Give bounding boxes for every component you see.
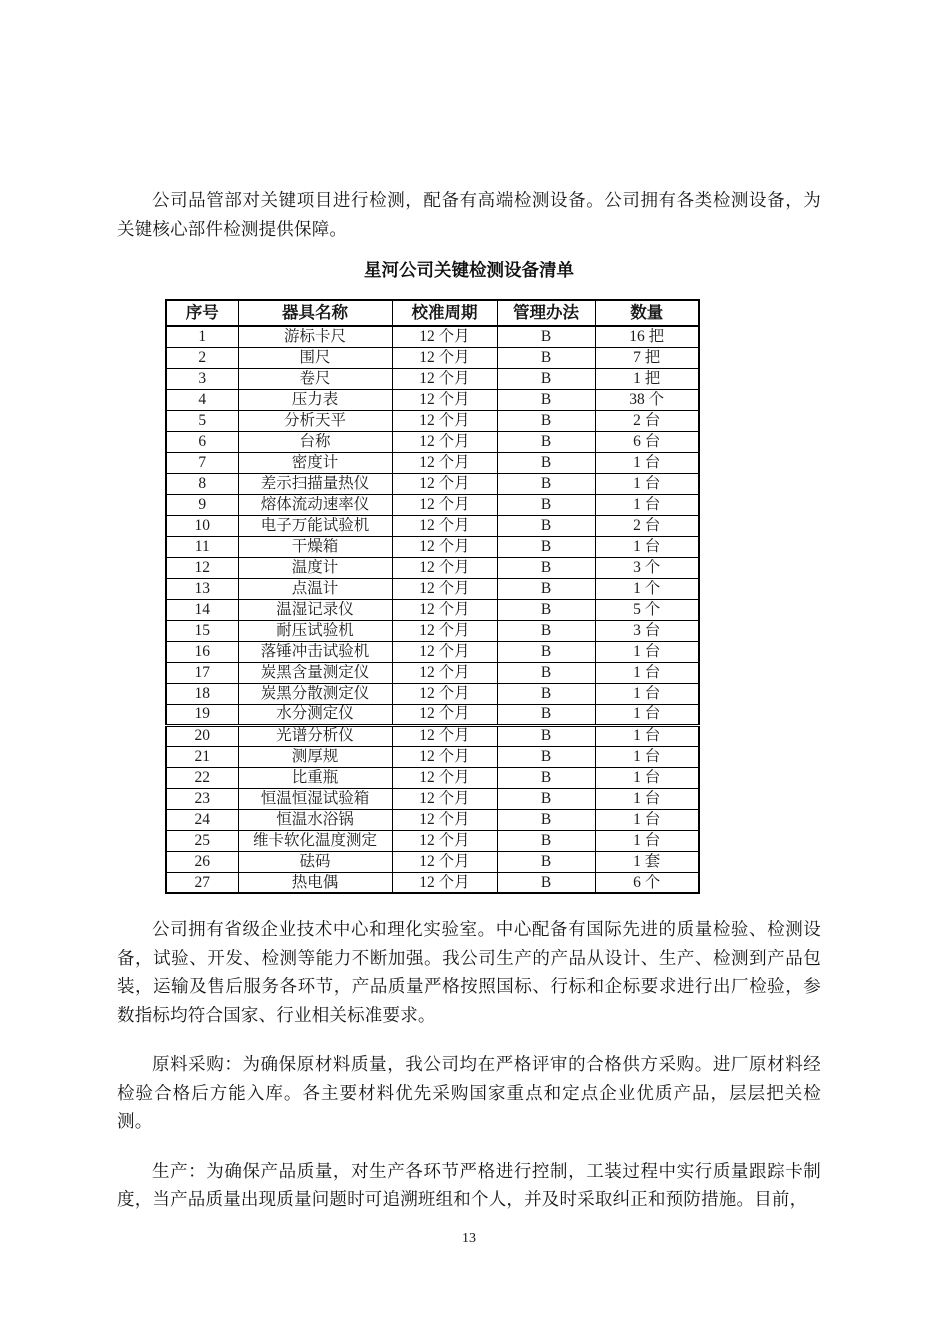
table-cell: 25 — [166, 830, 238, 851]
table-row — [166, 431, 699, 452]
table-cell: 1 台 — [595, 704, 699, 725]
table-cell: 炭黑分散测定仪 — [238, 683, 392, 704]
table-cell: 6 台 — [595, 431, 699, 452]
table-cell: 12 个月 — [392, 872, 497, 893]
table-cell: 15 — [166, 620, 238, 641]
table-cell: 1 个 — [595, 578, 699, 599]
table-cell: 1 台 — [595, 746, 699, 767]
table-cell: 1 台 — [595, 830, 699, 851]
table-cell: 12 个月 — [392, 452, 497, 473]
table-cell: B — [497, 767, 595, 788]
table-cell: 21 — [166, 746, 238, 767]
table-cell: 12 个月 — [392, 851, 497, 872]
table-row — [166, 578, 699, 599]
table-cell: B — [497, 830, 595, 851]
table-row — [166, 872, 699, 893]
table-cell: B — [497, 851, 595, 872]
equipment-table-header — [166, 300, 699, 326]
table-cell: 12 个月 — [392, 326, 497, 347]
table-cell: 温湿记录仪 — [238, 599, 392, 620]
table-cell: 3 个 — [595, 557, 699, 578]
table-cell: 2 台 — [595, 515, 699, 536]
table-cell: B — [497, 746, 595, 767]
table-cell: B — [497, 557, 595, 578]
table-cell: 12 个月 — [392, 662, 497, 683]
table-cell: 12 个月 — [392, 536, 497, 557]
table-cell: 1 台 — [595, 788, 699, 809]
table-cell: 12 个月 — [392, 725, 497, 746]
table-cell: 7 把 — [595, 347, 699, 368]
table-cell: 10 — [166, 515, 238, 536]
table-cell: 12 个月 — [392, 746, 497, 767]
table-cell: B — [497, 788, 595, 809]
column-header: 器具名称 — [238, 300, 392, 326]
table-cell: B — [497, 578, 595, 599]
table-cell: B — [497, 326, 595, 347]
table-cell: B — [497, 452, 595, 473]
table-cell: 6 个 — [595, 872, 699, 893]
table-cell: 16 把 — [595, 326, 699, 347]
table-row — [166, 368, 699, 389]
table-cell: 24 — [166, 809, 238, 830]
table-cell: 1 台 — [595, 452, 699, 473]
table-cell: 恒温恒湿试验箱 — [238, 788, 392, 809]
table-row — [166, 767, 699, 788]
table-cell: 12 个月 — [392, 578, 497, 599]
intro-paragraph: 公司品管部对关键项目进行检测，配备有高端检测设备。公司拥有各类检测设备，为关键核心部件检测提供保障。 — [117, 190, 821, 239]
table-row — [166, 809, 699, 830]
table-row — [166, 557, 699, 578]
table-row — [166, 725, 699, 746]
table-cell: 27 — [166, 872, 238, 893]
table-cell: 电子万能试验机 — [238, 515, 392, 536]
table-cell: B — [497, 872, 595, 893]
table-cell: 1 台 — [595, 809, 699, 830]
table-cell: 18 — [166, 683, 238, 704]
table-row — [166, 746, 699, 767]
equipment-table-body — [166, 326, 699, 893]
header-row — [166, 300, 699, 326]
table-cell: 1 台 — [595, 725, 699, 746]
table-cell: 19 — [166, 704, 238, 725]
page-number: 13 — [462, 1230, 476, 1246]
table-row — [166, 473, 699, 494]
table-cell: 12 个月 — [392, 557, 497, 578]
table-cell: 20 — [166, 725, 238, 746]
table-cell: 1 台 — [595, 662, 699, 683]
table-cell: B — [497, 704, 595, 725]
table-cell: 12 个月 — [392, 347, 497, 368]
column-header: 校准周期 — [392, 300, 497, 326]
table-cell: 密度计 — [238, 452, 392, 473]
table-cell: 测厚规 — [238, 746, 392, 767]
table-row — [166, 410, 699, 431]
table-cell: 5 个 — [595, 599, 699, 620]
table-row — [166, 830, 699, 851]
table-cell: 点温计 — [238, 578, 392, 599]
table-cell: 11 — [166, 536, 238, 557]
table-cell: 12 个月 — [392, 767, 497, 788]
column-header: 序号 — [166, 300, 238, 326]
raw-material-paragraph: 原料采购：为确保原材料质量，我公司均在严格评审的合格供方采购。进厂原材料经检验合格后方能入库。各主要材料优先采购国家重点和定点企业优质产品，层层把关检测。 — [117, 1054, 821, 1131]
table-cell: B — [497, 347, 595, 368]
table-row — [166, 494, 699, 515]
table-cell: B — [497, 599, 595, 620]
table-cell: 12 个月 — [392, 494, 497, 515]
table-cell: 4 — [166, 389, 238, 410]
table-cell: 温度计 — [238, 557, 392, 578]
table-cell: 23 — [166, 788, 238, 809]
table-cell: 3 台 — [595, 620, 699, 641]
table-cell: 1 套 — [595, 851, 699, 872]
table-cell: 1 台 — [595, 473, 699, 494]
table-cell: B — [497, 368, 595, 389]
table-cell: 1 台 — [595, 641, 699, 662]
table-cell: 12 个月 — [392, 515, 497, 536]
table-cell: 落锤冲击试验机 — [238, 641, 392, 662]
table-cell: B — [497, 410, 595, 431]
table-cell: 22 — [166, 767, 238, 788]
table-cell: B — [497, 641, 595, 662]
table-cell: 耐压试验机 — [238, 620, 392, 641]
table-cell: 12 个月 — [392, 641, 497, 662]
table-row — [166, 326, 699, 347]
table-cell: 12 个月 — [392, 389, 497, 410]
table-cell: 围尺 — [238, 347, 392, 368]
table-row — [166, 641, 699, 662]
table-row — [166, 620, 699, 641]
table-cell: 12 个月 — [392, 704, 497, 725]
table-row — [166, 704, 699, 725]
table-cell: B — [497, 725, 595, 746]
table-cell: 压力表 — [238, 389, 392, 410]
table-row — [166, 536, 699, 557]
table-row — [166, 662, 699, 683]
table-cell: 38 个 — [595, 389, 699, 410]
table-row — [166, 788, 699, 809]
table-cell: 8 — [166, 473, 238, 494]
table-cell: 26 — [166, 851, 238, 872]
table-cell: 12 — [166, 557, 238, 578]
table-cell: 3 — [166, 368, 238, 389]
table-cell: 12 个月 — [392, 620, 497, 641]
table-cell: 6 — [166, 431, 238, 452]
table-row — [166, 347, 699, 368]
column-header: 管理办法 — [497, 300, 595, 326]
table-cell: 热电偶 — [238, 872, 392, 893]
table-cell: 12 个月 — [392, 368, 497, 389]
table-row — [166, 851, 699, 872]
table-cell: B — [497, 809, 595, 830]
table-cell: 差示扫描量热仪 — [238, 473, 392, 494]
table-cell: 1 台 — [595, 536, 699, 557]
table-cell: 卷尺 — [238, 368, 392, 389]
table-cell: 1 把 — [595, 368, 699, 389]
table-cell: 水分测定仪 — [238, 704, 392, 725]
quality-center-paragraph: 公司拥有省级企业技术中心和理化实验室。中心配备有国际先进的质量检验、检测设备，试验、开发、检测等能力不断加强。我公司生产的产品从设计、生产、检测到产品包装，运输及售后服务各环节，产品质量严格按照国标、行标和企标要求进行出厂检验，参数指标均符合国家、行业相关标准要求。 — [117, 919, 821, 1025]
table-cell: 16 — [166, 641, 238, 662]
table-cell: 12 个月 — [392, 599, 497, 620]
table-cell: 炭黑含量测定仪 — [238, 662, 392, 683]
table-cell: B — [497, 389, 595, 410]
table-cell: 12 个月 — [392, 809, 497, 830]
table-row — [166, 599, 699, 620]
table-cell: 1 台 — [595, 767, 699, 788]
table-cell: 5 — [166, 410, 238, 431]
table-cell: 13 — [166, 578, 238, 599]
table-cell: B — [497, 494, 595, 515]
table-cell: B — [497, 431, 595, 452]
table-cell: 干燥箱 — [238, 536, 392, 557]
table-row — [166, 389, 699, 410]
table-cell: 熔体流动速率仪 — [238, 494, 392, 515]
table-cell: B — [497, 536, 595, 557]
table-cell: 分析天平 — [238, 410, 392, 431]
equipment-table — [165, 299, 700, 894]
table-cell: B — [497, 473, 595, 494]
table-cell: 维卡软化温度测定 — [238, 830, 392, 851]
table-cell: 14 — [166, 599, 238, 620]
table-cell: 12 个月 — [392, 788, 497, 809]
table-cell: 恒温水浴锅 — [238, 809, 392, 830]
table-cell: 12 个月 — [392, 410, 497, 431]
table-cell: 12 个月 — [392, 473, 497, 494]
table-cell: 砝码 — [238, 851, 392, 872]
table-cell: 12 个月 — [392, 431, 497, 452]
table-cell: 9 — [166, 494, 238, 515]
table-cell: B — [497, 515, 595, 536]
table-cell: 台称 — [238, 431, 392, 452]
table-cell: 2 台 — [595, 410, 699, 431]
column-header: 数量 — [595, 300, 699, 326]
table-cell: B — [497, 620, 595, 641]
table-cell: 1 台 — [595, 494, 699, 515]
table-cell: B — [497, 662, 595, 683]
table-cell: 2 — [166, 347, 238, 368]
table-cell: B — [497, 683, 595, 704]
table-cell: 7 — [166, 452, 238, 473]
table-cell: 1 台 — [595, 683, 699, 704]
table-row — [166, 452, 699, 473]
table-title: 星河公司关键检测设备清单 — [364, 260, 574, 280]
table-cell: 17 — [166, 662, 238, 683]
table-cell: 游标卡尺 — [238, 326, 392, 347]
table-cell: 12 个月 — [392, 830, 497, 851]
table-cell: 光谱分析仪 — [238, 725, 392, 746]
table-cell: 1 — [166, 326, 238, 347]
table-row — [166, 515, 699, 536]
table-cell: 比重瓶 — [238, 767, 392, 788]
table-cell: 12 个月 — [392, 683, 497, 704]
table-row — [166, 683, 699, 704]
production-paragraph: 生产：为确保产品质量，对生产各环节严格进行控制，工装过程中实行质量跟踪卡制度，当产品质量出现质量问题时可追溯班组和个人，并及时采取纠正和预防措施。目前， — [117, 1160, 821, 1209]
